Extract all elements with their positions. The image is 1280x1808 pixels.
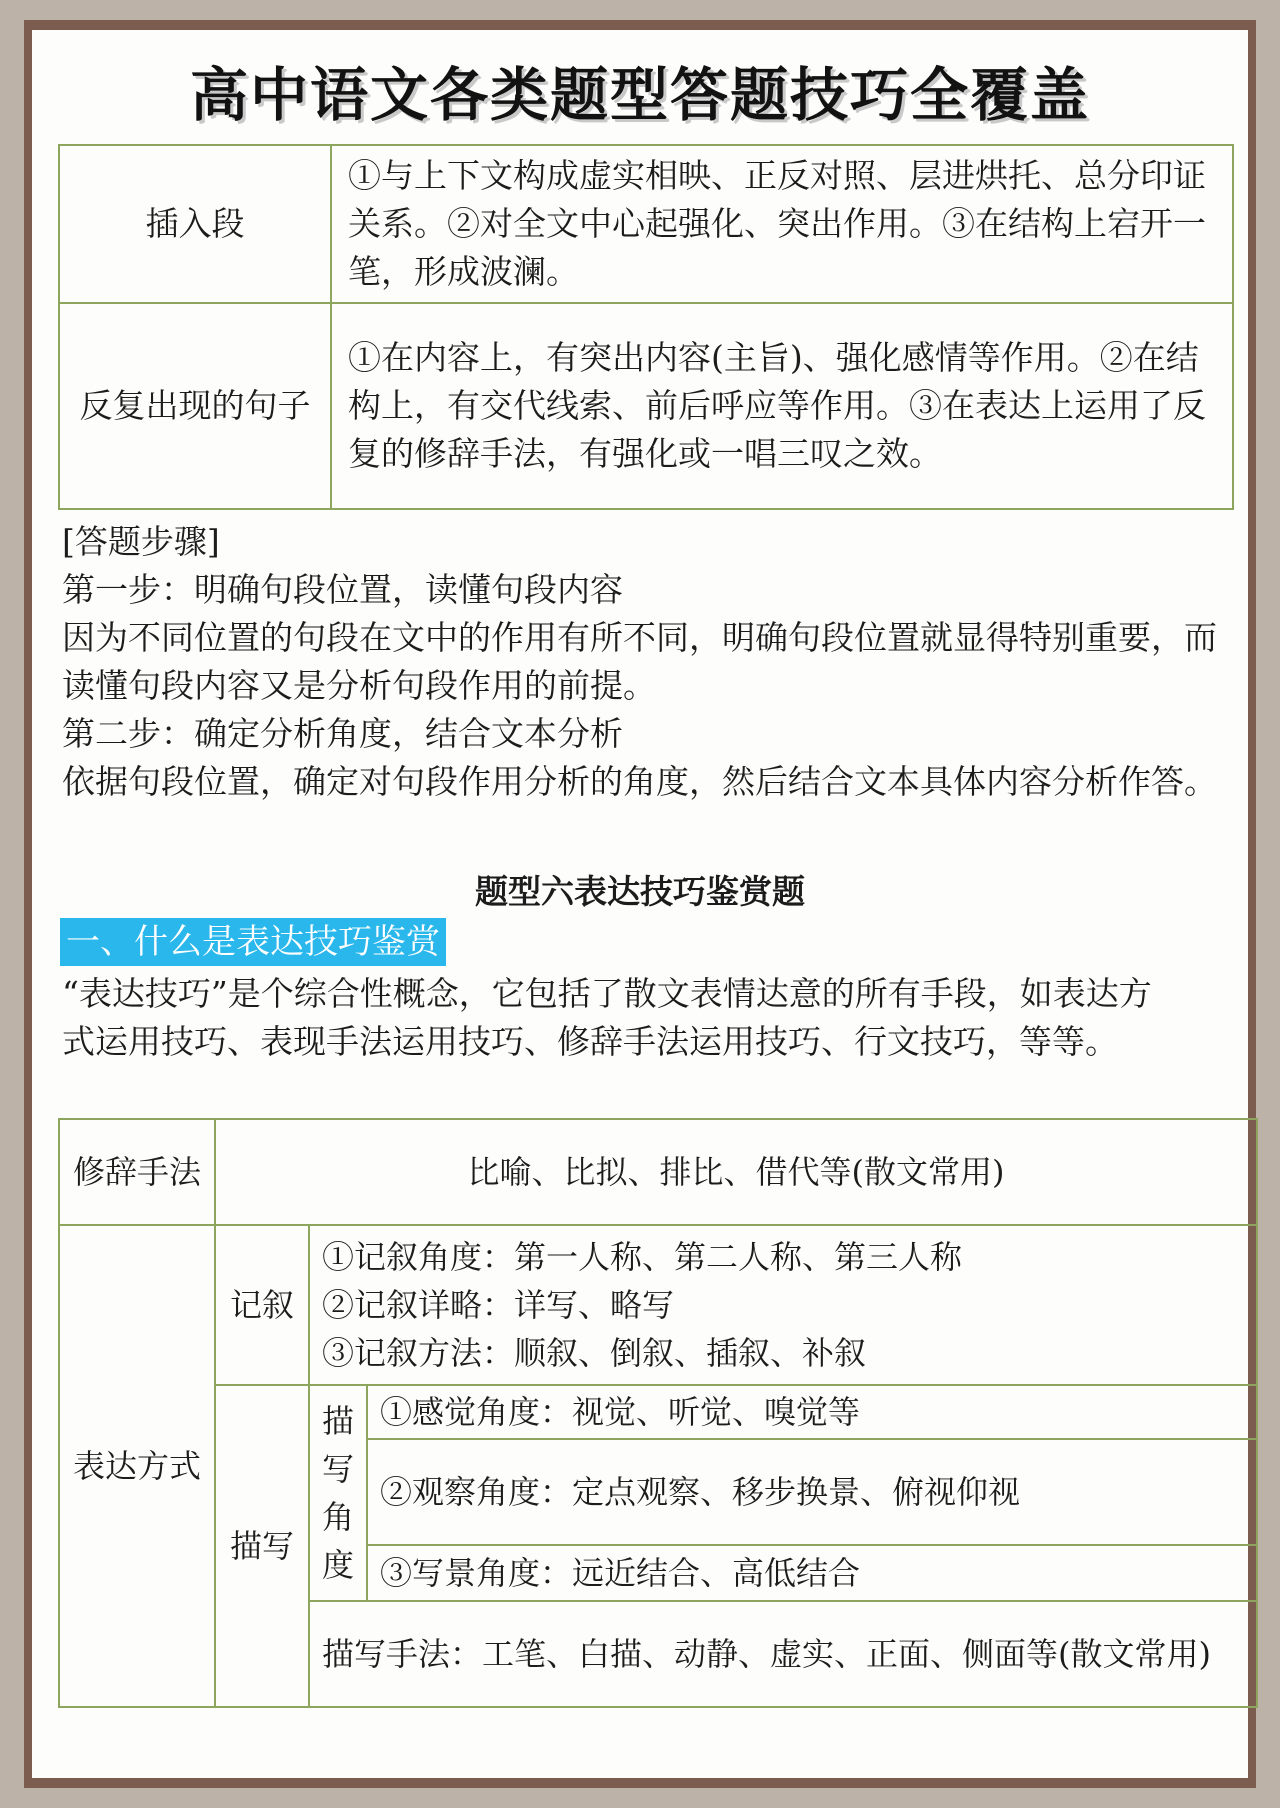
row-content: ①在内容上，有突出内容(主旨)、强化感情等作用。②在结构上，有交代线索、前后呼应等作用。③在表达上运用了反复的修辞手法，有强化或一唱三叹之效。 [331, 303, 1233, 509]
function-table [58, 144, 1234, 510]
angle-item: ③写景角度：远近结合、高低结合 [367, 1545, 1257, 1601]
table-row [59, 1225, 1257, 1385]
rhetoric-label: 修辞手法 [59, 1119, 215, 1225]
section-heading: 题型六表达技巧鉴赏题 [475, 872, 805, 911]
section-intro: “表达技巧”是个综合性概念，它包括了散文表情达意的所有手段，如表达方式运用技巧、表现手法运用技巧、修辞手法运用技巧、行文技巧，等等。 [62, 974, 1152, 1061]
narration-item: ③记叙方法：顺叙、倒叙、插叙、补叙 [322, 1334, 867, 1372]
step-1-body: 因为不同位置的句段在文中的作用有所不同，明确句段位置就显得特别重要，而读懂句段内容又是分析句段作用的前提。 [62, 618, 1217, 705]
description-label: 描写 [215, 1385, 309, 1707]
table-row [59, 1385, 1257, 1439]
narration-items [309, 1225, 1257, 1385]
angle-item: ②观察角度：定点观察、移步换景、俯视仰视 [367, 1439, 1257, 1545]
row-content: ①与上下文构成虚实相映、正反对照、层进烘托、总分印证关系。②对全文中心起强化、突出作用。③在结构上宕开一笔，形成波澜。 [331, 145, 1233, 303]
step-2-title: 第二步：确定分析角度，结合文本分析 [62, 714, 623, 753]
table-row [59, 1119, 1257, 1225]
expression-label: 表达方式 [59, 1225, 215, 1707]
row-label: 插入段 [59, 145, 331, 303]
step-1-title: 第一步：明确句段位置，读懂句段内容 [62, 570, 623, 609]
steps-header: [答题步骤] [62, 522, 220, 561]
step-2-body: 依据句段位置，确定对句段作用分析的角度，然后结合文本具体内容分析作答。 [62, 762, 1217, 801]
page-title: 高中语文各类题型答题技巧全覆盖 [189, 61, 1090, 129]
answer-steps [62, 518, 1222, 806]
table-row [59, 145, 1233, 303]
angle-label: 描写角度 [309, 1385, 367, 1601]
narration-item: ①记叙角度：第一人称、第二人称、第三人称 [322, 1238, 963, 1276]
row-label: 反复出现的句子 [59, 303, 331, 509]
table-row [59, 303, 1233, 509]
technique-content: 描写手法：工笔、白描、动静、虚实、正面、侧面等(散文常用) [309, 1601, 1257, 1707]
angle-item: ①感觉角度：视觉、听觉、嗅觉等 [367, 1385, 1257, 1439]
narration-label: 记叙 [215, 1225, 309, 1385]
narration-item: ②记叙详略：详写、略写 [322, 1286, 675, 1324]
section-subheading: 一、什么是表达技巧鉴赏 [60, 918, 446, 966]
technique-table [58, 1118, 1258, 1708]
rhetoric-content: 比喻、比拟、排比、借代等(散文常用) [215, 1119, 1257, 1225]
